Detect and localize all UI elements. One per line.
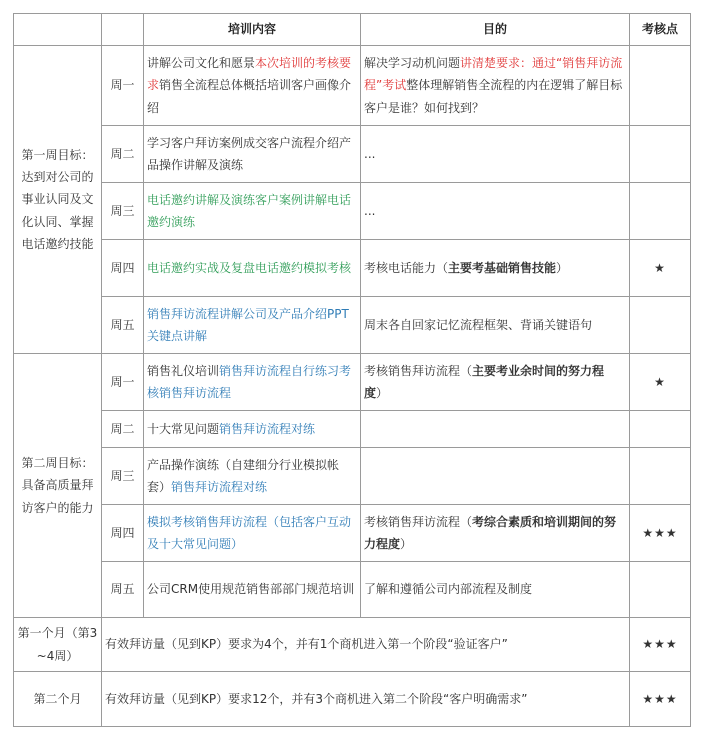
day-label: 周五 bbox=[102, 562, 144, 618]
training-content-cell bbox=[144, 505, 361, 562]
purpose-cell bbox=[361, 183, 630, 240]
month2-requirement: 有效拜访量（见到KP）要求12个，并有3个商机进入第二个阶段“客户明确需求” bbox=[102, 672, 630, 727]
day-label: 周二 bbox=[102, 411, 144, 448]
header-purpose: 目的 bbox=[361, 14, 630, 46]
checkpoint-rating bbox=[630, 183, 691, 240]
checkpoint-rating: ★ bbox=[630, 240, 691, 297]
purpose-segment-highlight: 讲清楚要求：通过“销售拜访流程”考试 bbox=[364, 56, 623, 93]
content-segment-highlight: 销售拜访流程对练 bbox=[171, 480, 268, 494]
content-segment-highlight: 销售拜访流程对练 bbox=[219, 421, 316, 436]
content-segment-highlight: 电话邀约讲解及演练客户案例讲解电话邀约演练 bbox=[147, 192, 352, 229]
day-label: 周四 bbox=[102, 505, 144, 562]
day-label: 周四 bbox=[102, 240, 144, 297]
purpose-segment: 整体理解销售全流程的内在逻辑了解目标客户是谁？如何找到？ bbox=[364, 78, 623, 115]
header-row bbox=[14, 14, 691, 46]
content-segment-highlight: 本次培训的考核要求 bbox=[147, 56, 352, 93]
month1-label: 第一个月（第3~4周） bbox=[14, 618, 102, 672]
day-label: 周五 bbox=[102, 297, 144, 354]
table-row bbox=[14, 505, 691, 562]
table-row bbox=[14, 448, 691, 505]
checkpoint-rating bbox=[630, 562, 691, 618]
month1-requirement: 有效拜访量（见到KP）要求为4个，并有1个商机进入第一个阶段“验证客户” bbox=[102, 618, 630, 672]
table-row bbox=[14, 618, 691, 672]
purpose-cell bbox=[361, 297, 630, 354]
checkpoint-rating: ★★★ bbox=[630, 618, 691, 672]
table-row bbox=[14, 126, 691, 183]
table-row bbox=[14, 354, 691, 411]
content-segment: 学习客户拜访案例成交客户流程介绍产品操作讲解及演练 bbox=[147, 135, 352, 172]
training-content-cell bbox=[144, 240, 361, 297]
checkpoint-rating bbox=[630, 126, 691, 183]
table-row bbox=[14, 672, 691, 727]
day-label: 周二 bbox=[102, 126, 144, 183]
month2-label: 第二个月 bbox=[14, 672, 102, 727]
purpose-cell bbox=[361, 562, 630, 618]
content-segment: 公司CRM使用规范销售部部门规范培训 bbox=[147, 582, 355, 597]
purpose-cell bbox=[361, 411, 630, 448]
purpose-segment: ... bbox=[364, 146, 376, 161]
training-content-cell bbox=[144, 297, 361, 354]
header-blank-2 bbox=[102, 14, 144, 46]
purpose-segment: ） bbox=[400, 537, 413, 551]
day-label: 周一 bbox=[102, 354, 144, 411]
purpose-segment-bold: 考综合素质和培训期间的努力程度 bbox=[364, 514, 617, 551]
purpose-segment: ... bbox=[364, 203, 376, 218]
checkpoint-rating bbox=[630, 297, 691, 354]
checkpoint-rating bbox=[630, 46, 691, 126]
training-content-cell bbox=[144, 46, 361, 126]
training-content-cell bbox=[144, 448, 361, 505]
purpose-segment: 解决学习动机问题 bbox=[364, 56, 461, 71]
week2-goal: 第二周目标：具备高质量拜访客户的能力 bbox=[14, 354, 102, 618]
training-content-cell bbox=[144, 354, 361, 411]
purpose-segment: 了解和遵循公司内部流程及制度 bbox=[364, 582, 533, 597]
purpose-segment: 考核销售拜访流程（ bbox=[364, 363, 473, 378]
content-segment: 销售全流程总体概括培训客户画像介绍 bbox=[147, 78, 352, 115]
purpose-cell bbox=[361, 240, 630, 297]
purpose-cell bbox=[361, 46, 630, 126]
content-segment-highlight: 销售拜访流程自行练习考核销售拜访流程 bbox=[147, 363, 352, 400]
content-segment: 十大常见问题 bbox=[147, 421, 220, 436]
table-row bbox=[14, 183, 691, 240]
checkpoint-rating: ★ bbox=[630, 354, 691, 411]
table-row bbox=[14, 297, 691, 354]
checkpoint-rating bbox=[630, 448, 691, 505]
training-plan-table bbox=[13, 13, 691, 727]
purpose-cell bbox=[361, 354, 630, 411]
purpose-cell bbox=[361, 448, 630, 505]
content-segment-highlight: 模拟考核销售拜访流程（包括客户互动及十大常见问题） bbox=[147, 514, 352, 551]
header-training-content: 培训内容 bbox=[144, 14, 361, 46]
header-blank-1 bbox=[14, 14, 102, 46]
header-checkpoint: 考核点 bbox=[630, 14, 691, 46]
training-content-cell bbox=[144, 183, 361, 240]
table-row bbox=[14, 240, 691, 297]
week1-goal: 第一周目标：达到对公司的事业认同及文化认同、掌握电话邀约技能 bbox=[14, 46, 102, 354]
content-segment: 销售礼仪培训 bbox=[147, 363, 220, 378]
purpose-segment: 考核销售拜访流程（ bbox=[364, 514, 473, 529]
day-label: 周三 bbox=[102, 183, 144, 240]
checkpoint-rating: ★★★ bbox=[630, 672, 691, 727]
purpose-segment: ） bbox=[376, 386, 389, 400]
purpose-segment-bold: 主要考基础销售技能 bbox=[448, 260, 557, 275]
content-segment-highlight: 销售拜访流程讲解公司及产品介绍PPT关键点讲解 bbox=[147, 306, 349, 343]
content-segment: 产品操作演练（自建细分行业模拟帐套） bbox=[147, 457, 340, 494]
checkpoint-rating bbox=[630, 411, 691, 448]
training-content-cell bbox=[144, 126, 361, 183]
purpose-segment-bold: 主要考业余时间的努力程度 bbox=[364, 363, 605, 400]
purpose-cell bbox=[361, 505, 630, 562]
purpose-segment: 考核电话能力（ bbox=[364, 260, 449, 275]
content-segment: 讲解公司文化和愿景 bbox=[147, 56, 256, 71]
checkpoint-rating: ★★★ bbox=[630, 505, 691, 562]
purpose-segment: ） bbox=[556, 260, 569, 275]
table-row bbox=[14, 411, 691, 448]
table-row bbox=[14, 46, 691, 126]
training-content-cell bbox=[144, 411, 361, 448]
training-content-cell bbox=[144, 562, 361, 618]
content-segment-highlight: 电话邀约实战及复盘电话邀约模拟考核 bbox=[147, 260, 352, 275]
day-label: 周一 bbox=[102, 46, 144, 126]
day-label: 周三 bbox=[102, 448, 144, 505]
purpose-segment: 周末各自回家记忆流程框架、背诵关键语句 bbox=[364, 317, 593, 332]
table-row bbox=[14, 562, 691, 618]
purpose-cell bbox=[361, 126, 630, 183]
